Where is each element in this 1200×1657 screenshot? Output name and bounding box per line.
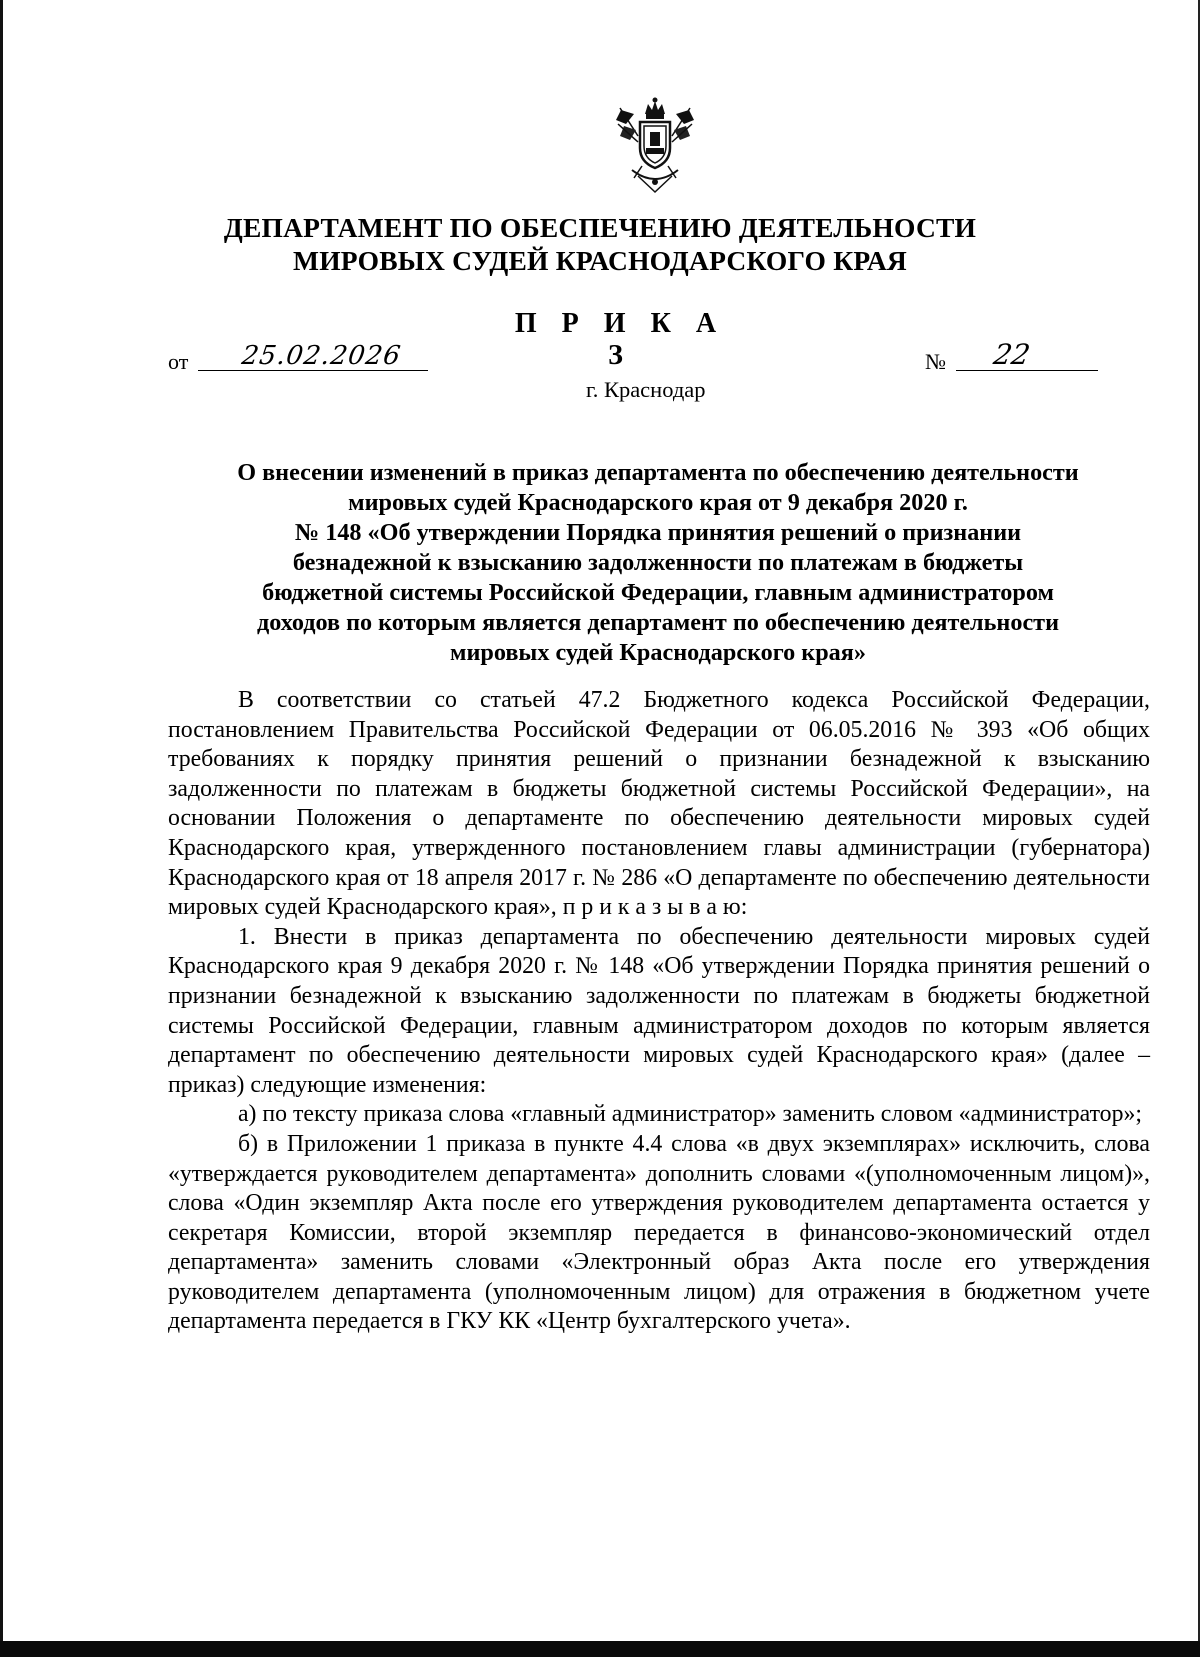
order-subject xyxy=(168,458,1148,668)
date-prefix: от xyxy=(168,349,189,374)
item-b-paragraph: б) в Приложении 1 приказа в пункте 4.4 слова «в двух экземплярах» исключить, слова «утверждается руководителем департамента» дополнить словами «(уполномоченным лицом)», слова «Один экземпляр Акта после его утверждения руководителем департамента остается у секретаря Комиссии, второй экземпляр передается в финансово-экономический отдел департамента» заменить словами «Электронный образ Акта после его утверждения руководителем департамента (уполномоченным лицом) для отражения в бюджетном учете департамента передается в ГКУ КК «Центр бухгалтерского учета». xyxy=(168,1130,1150,1335)
krasnodar-coat-of-arms-icon xyxy=(612,96,698,196)
subject-line: доходов по которым является департамент по обеспечению деятельности xyxy=(256,609,1060,636)
department-title xyxy=(170,211,1030,277)
preamble-paragraph xyxy=(168,686,1150,923)
department-title-line1: ДЕПАРТАМЕНТ ПО ОБЕСПЕЧЕНИЮ ДЕЯТЕЛЬНОСТИ xyxy=(223,212,977,243)
subject-line: О внесении изменений в приказ департамента по обеспечению деятельности xyxy=(237,459,1079,486)
order-body xyxy=(168,686,1150,1337)
number-prefix: № xyxy=(925,349,946,374)
subject-line: мировых судей Краснодарского края от 9 декабря 2020 г. xyxy=(348,489,968,516)
item-a-paragraph: а) по тексту приказа слова «главный администратор» заменить словом «администратор»; xyxy=(238,1101,1142,1128)
subject-line: № 148 «Об утверждении Порядка принятия решений о признании xyxy=(294,519,1022,546)
subject-line: безнадежной к взысканию задолженности по платежам в бюджеты xyxy=(292,549,1024,576)
city-line: г. Краснодар xyxy=(586,377,706,402)
handwritten-date: 25.02.2026 xyxy=(239,341,403,371)
preamble-text: В соответствии со статьей 47.2 Бюджетного кодекса Российской Федерации, постановлением Правительства Российской Федерации от 06.05.2016 № 393 «Об общих требованиях к порядку принятия решений о признании безнадежной к взысканию задолженности по платежам в бюджеты бюджетной системы Российской Федерации», на основании Положения о департаменте по обеспечению деятельности мировых судей Краснодарского края, утвержденного постановлением главы администрации (губернатора) Краснодарского края от 18 апреля 2017 г. № 286 «О департаменте по обеспечению деятельности мировых судей Краснодарского края», xyxy=(168,687,1150,921)
subject-line: бюджетной системы Российской Федерации, главным администратором xyxy=(262,579,1054,606)
item-1-paragraph: 1. Внести в приказ департамента по обеспечению деятельности мировых судей Краснодарского края 9 декабря 2020 г. № 148 «Об утверждении Порядка принятия решений о признании безнадежной к взысканию задолженности по платежам в бюджеты бюджетной системы Российской Федерации, главным администратором доходов по которым является департамент по обеспечению деятельности мировых судей Краснодарского края» (далее – приказ) следующие изменения: xyxy=(168,923,1150,1098)
department-title-line2: МИРОВЫХ СУДЕЙ КРАСНОДАРСКОГО КРАЯ xyxy=(293,245,907,276)
order-verb: п р и к а з ы в а ю: xyxy=(562,894,748,921)
subject-line: мировых судей Краснодарского края» xyxy=(450,639,866,666)
scan-bottom-edge xyxy=(0,1641,1200,1657)
document-type-heading: П Р И К А З xyxy=(514,308,726,371)
scan-left-edge xyxy=(0,0,3,1657)
handwritten-number: 22 xyxy=(991,338,1033,371)
